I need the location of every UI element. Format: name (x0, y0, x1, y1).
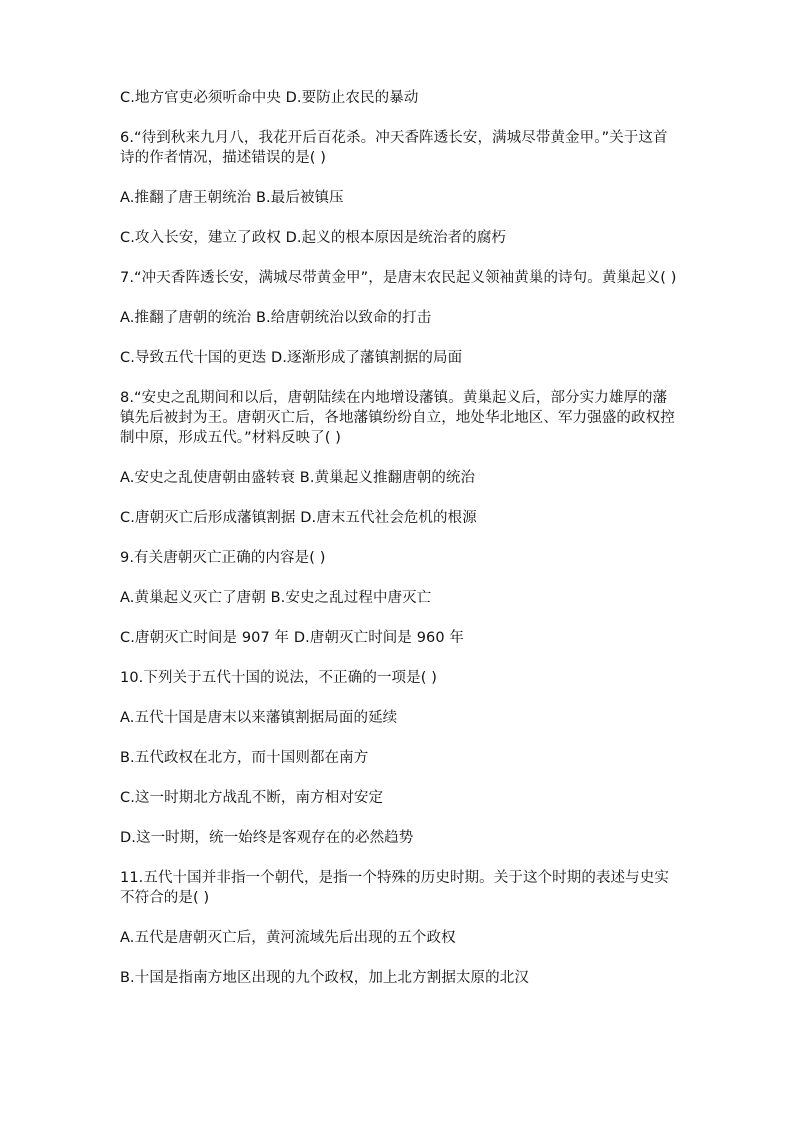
question-10: 10.下列关于五代十国的说法，不正确的一项是( ) (120, 670, 437, 686)
option-line-q7-ab: A.推翻了唐朝的统治 B.给唐朝统治以致命的打击 (120, 310, 432, 326)
option-line-q5-cd: C.地方官吏必须听命中央 D.要防止农民的暴动 (120, 90, 419, 106)
question-6: 6.“待到秋来九月八，我花开后百花杀。冲天香阵透长安，满城尽带黄金甲。”关于这首诗的作者情况，描述错误的是( ) (120, 130, 668, 166)
option-line-q9-cd: C.唐朝灭亡时间是 907 年 D.唐朝灭亡时间是 960 年 (120, 630, 465, 646)
question-9: 9.有关唐朝灭亡正确的内容是( ) (120, 550, 326, 566)
option-line-q9-ab: A.黄巢起义灭亡了唐朝 B.安史之乱过程中唐灭亡 (120, 590, 432, 606)
option-q10-b: B.五代政权在北方，而十国则都在南方 (120, 750, 369, 766)
option-q10-d: D.这一时期，统一始终是客观存在的必然趋势 (120, 830, 414, 846)
option-line-q8-ab: A.安史之乱使唐朝由盛转衰 B.黄巢起义推翻唐朝的统治 (120, 470, 476, 486)
option-line-q6-cd: C.攻入长安，建立了政权 D.起义的根本原因是统治者的腐朽 (120, 230, 507, 246)
option-line-q7-cd: C.导致五代十国的更迭 D.逐渐形成了藩镇割据的局面 (120, 350, 463, 366)
question-11: 11.五代十国并非指一个朝代，是指一个特殊的历史时期。关于这个时期的表述与史实不符合的是( ) (120, 870, 669, 906)
option-line-q6-ab: A.推翻了唐王朝统治 B.最后被镇压 (120, 190, 344, 206)
option-line-q8-cd: C.唐朝灭亡后形成藩镇割据 D.唐末五代社会危机的根源 (120, 510, 477, 526)
question-8: 8.“安史之乱期间和以后，唐朝陆续在内地增设藩镇。黄巢起义后，部分实力雄厚的藩镇先后被封为王。唐朝灭亡后，各地藩镇纷纷自立，地处华北地区、军力强盛的政权控制中原，形成五代。”材料反映了( ) (120, 390, 675, 446)
question-7: 7.“冲天香阵透长安，满城尽带黄金甲”，是唐末农民起义领袖黄巢的诗句。黄巢起义( ) (120, 270, 677, 286)
option-q11-b: B.十国是指南方地区出现的九个政权，加上北方割据太原的北汉 (120, 970, 529, 986)
option-q10-a: A.五代十国是唐末以来藩镇割据局面的延续 (120, 710, 398, 726)
document-page (120, 88, 680, 988)
option-q10-c: C.这一时期北方战乱不断，南方相对安定 (120, 790, 384, 806)
option-q11-a: A.五代是唐朝灭亡后，黄河流域先后出现的五个政权 (120, 930, 456, 946)
